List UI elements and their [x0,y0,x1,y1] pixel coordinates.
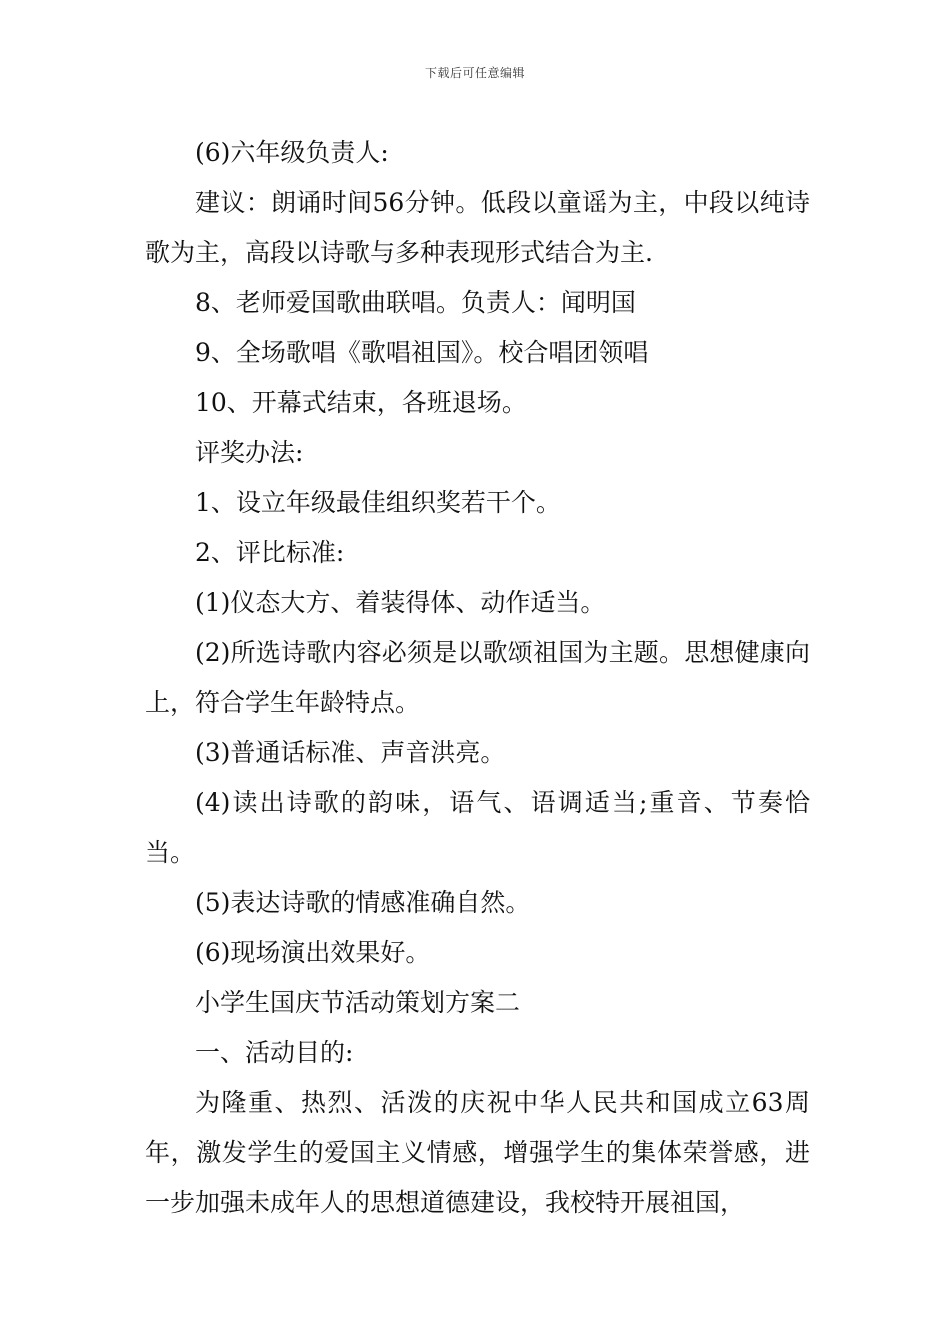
paragraph-item-9: 9、全场歌唱《歌唱祖国》。校合唱团领唱 [195,338,649,367]
paragraph-criterion-4: (4)读出诗歌的韵味，语气、语调适当;重音、节奏恰当。 [145,788,810,867]
paragraph-suggestion: 建议：朗诵时间56分钟。低段以童谣为主，中段以纯诗歌为主，高段以诗歌与多种表现形式结合为主. [145,188,810,267]
paragraph-award-2: 2、评比标准: [195,538,345,567]
document-body [145,128,810,1228]
paragraph-award-1: 1、设立年级最佳组织奖若干个。 [195,488,561,517]
paragraph-criterion-3: (3)普通话标准、声音洪亮。 [195,738,506,767]
paragraph-item-8: 8、老师爱国歌曲联唱。负责人：闻明国 [195,288,636,317]
header-note: 下载后可任意编辑 [424,66,525,80]
paragraph-purpose: 为隆重、热烈、活泼的庆祝中华人民共和国成立63周年，激发学生的爱国主义情感，增强学生的集体荣誉感，进一步加强未成年人的思想道德建设，我校特开展祖国， [145,1088,810,1217]
paragraph-item-10: 10、开幕式结束，各班退场。 [195,388,527,417]
paragraph-criterion-1: (1)仪态大方、着装得体、动作适当。 [195,588,606,617]
paragraph-criterion-6: (6)现场演出效果好。 [195,938,431,967]
paragraph-grade6-lead: (6)六年级负责人: [195,138,389,167]
paragraph-criterion-2: (2)所选诗歌内容必须是以歌颂祖国为主题。思想健康向上，符合学生年龄特点。 [145,638,810,717]
section-title-plan-two: 小学生国庆节活动策划方案二 [195,988,521,1017]
section-heading-awards: 评奖办法: [195,438,304,467]
section-heading-purpose: 一、活动目的: [195,1038,354,1067]
paragraph-criterion-5: (5)表达诗歌的情感准确自然。 [195,888,531,917]
